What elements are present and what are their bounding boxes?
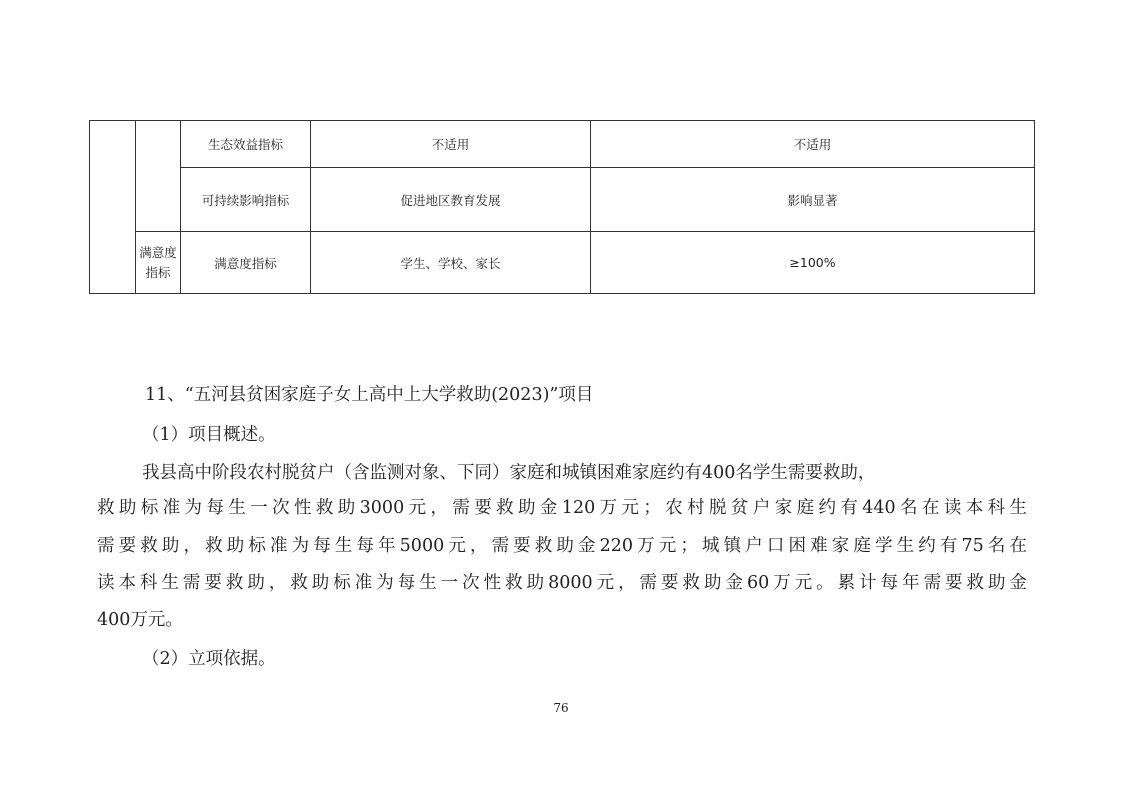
paragraph-line: 读本科生需要救助，救助标准为每生一次性救助8000元，需要救助金60万元。累计每年需要救助金	[97, 573, 1027, 593]
content-cell: 不适用	[311, 121, 591, 168]
table-row	[90, 232, 1035, 294]
value-cell: 影响显著	[591, 168, 1035, 232]
content-cell: 促进地区教育发展	[311, 168, 591, 232]
performance-indicator-table	[89, 120, 1035, 294]
paragraph-line: 需要救助，救助标准为每生每年5000元，需要救助金220万元；城镇户口困难家庭学生约有75名在	[97, 536, 1027, 556]
table-cell-empty	[90, 121, 136, 294]
subsection-basis: （2）立项依据。	[142, 649, 276, 669]
section-heading: 11、“五河县贫困家庭子女上高中上大学救助(2023)”项目	[145, 385, 594, 405]
metric-cell: 满意度指标	[181, 232, 311, 294]
table-row	[90, 168, 1035, 232]
value-cell: ≥100%	[591, 232, 1035, 294]
subsection-overview: （1）项目概述。	[142, 425, 276, 445]
content-cell: 学生、学校、家长	[311, 232, 591, 294]
table-row	[90, 121, 1035, 168]
paragraph-line: 400万元。	[97, 610, 183, 630]
table-cell-empty	[136, 121, 181, 232]
category-cell: 满意度指标	[136, 232, 181, 294]
metric-cell: 可持续影响指标	[181, 168, 311, 232]
paragraph-line: 我县高中阶段农村脱贫户（含监测对象、下同）家庭和城镇困难家庭约有400名学生需要救助，	[142, 463, 876, 483]
paragraph-line: 救助标准为每生一次性救助3000元，需要救助金120万元；农村脱贫户家庭约有440名在读本科生	[97, 498, 1027, 518]
page-number: 76	[553, 701, 569, 715]
metric-cell: 生态效益指标	[181, 121, 311, 168]
value-cell: 不适用	[591, 121, 1035, 168]
